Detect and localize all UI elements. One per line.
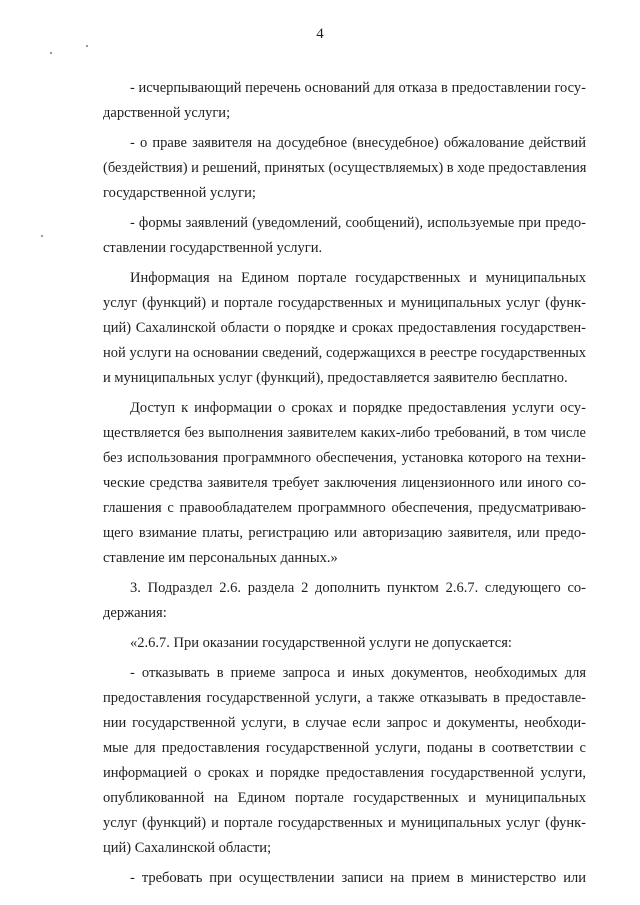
paragraph: [103, 211, 586, 261]
document-body: [103, 76, 586, 896]
paragraph: [103, 266, 586, 391]
paragraph: [103, 396, 586, 571]
paragraph: [103, 631, 586, 656]
text-line: - требовать при осуществлении записи на прием в министерство или: [130, 870, 586, 886]
text-line: дарственной услуги;: [103, 105, 231, 121]
text-line: ций) Сахалинской области;: [103, 840, 272, 856]
text-line: ций) Сахалинской области о порядке и сроках предоставления государствен-: [103, 320, 586, 336]
scan-speck: [86, 45, 88, 47]
text-line: ществляется без выполнения заявителем каких-либо требований, в том числе: [103, 425, 586, 441]
text-line: услуг (функций) и портале государственных и муниципальных услуг (функ-: [103, 815, 586, 831]
text-line: ной услуги на основании сведений, содержащихся в реестре государственных: [103, 345, 586, 361]
text-line: мые для предоставления государственной услуги, поданы в соответствии с: [103, 740, 586, 756]
paragraph: [103, 866, 586, 891]
text-line: Доступ к информации о сроках и порядке предоставления услуги осу-: [130, 400, 586, 416]
text-line: нии государственной услуги, в случае если запрос и документы, необходи-: [103, 715, 586, 731]
paragraph: [103, 661, 586, 861]
paragraph: [103, 76, 586, 126]
scan-speck: [50, 52, 52, 54]
text-line: щего взимание платы, регистрацию или авторизацию заявителя, или предо-: [103, 525, 586, 541]
text-line: - формы заявлений (уведомлений, сообщений), используемые при предо-: [130, 215, 586, 231]
text-line: - отказывать в приеме запроса и иных документов, необходимых для: [130, 665, 586, 681]
page-number: 4: [316, 26, 324, 42]
paragraph: [103, 576, 586, 626]
text-line: информацией о сроках и порядке предоставления государственной услуги,: [103, 765, 586, 781]
text-line: «2.6.7. При оказании государственной услуги не допускается:: [130, 635, 512, 651]
text-line: и муниципальных услуг (функций), предоставляется заявителю бесплатно.: [103, 370, 568, 386]
text-line: ставлении государственной услуги.: [103, 240, 323, 256]
text-line: ставление им персональных данных.»: [103, 550, 338, 566]
text-line: предоставления государственной услуги, а также отказывать в предоставле-: [103, 690, 586, 706]
paragraph: [103, 131, 586, 206]
text-line: - о праве заявителя на досудебное (внесудебное) обжалование действий: [130, 135, 586, 151]
text-line: ческие средства заявителя требует заключения лицензионного или иного со-: [103, 475, 586, 491]
text-line: - исчерпывающий перечень оснований для отказа в предоставлении госу-: [130, 80, 586, 96]
text-line: (бездействия) и решений, принятых (осуществляемых) в ходе предоставления: [103, 160, 587, 176]
text-line: без использования программного обеспечения, установка которого на техни-: [103, 450, 586, 466]
text-line: 3. Подраздел 2.6. раздела 2 дополнить пунктом 2.6.7. следующего со-: [130, 580, 586, 596]
text-line: опубликованной на Едином портале государственных и муниципальных: [103, 790, 586, 806]
scan-speck: [41, 235, 43, 237]
text-line: держания:: [103, 605, 167, 621]
text-line: государственной услуги;: [103, 185, 256, 201]
text-line: Информация на Едином портале государственных и муниципальных: [130, 270, 586, 286]
text-line: услуг (функций) и портале государственных и муниципальных услуг (функ-: [103, 295, 586, 311]
text-line: глашения с правообладателем программного обеспечения, предусматриваю-: [103, 500, 586, 516]
